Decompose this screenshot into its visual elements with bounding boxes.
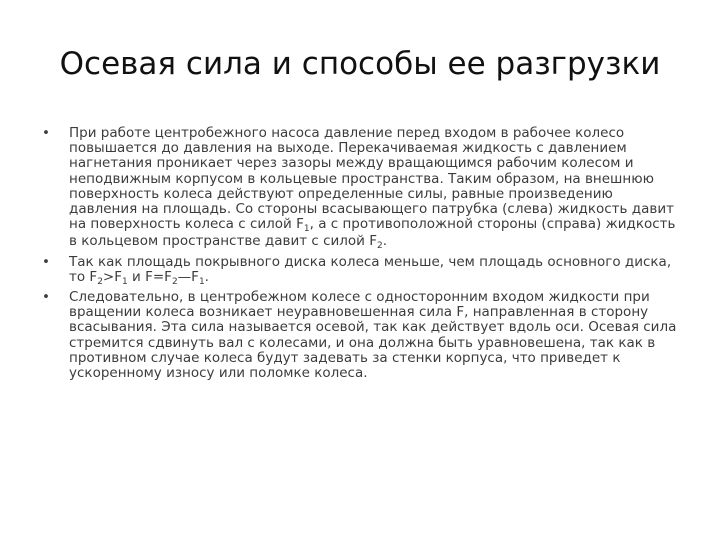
bullet-item-2 bbox=[42, 255, 682, 287]
bullet-1-text-c: . bbox=[382, 233, 388, 250]
bullet-1-sub-b: 2 bbox=[377, 241, 383, 252]
bullet-marker: • bbox=[42, 289, 50, 306]
bullet-1-text-b: , а с противоположной стороны (справа) жидкость в кольцевом пространстве давит с силой F bbox=[69, 216, 676, 250]
slide-title: Осевая сила и способы ее разгрузки bbox=[59, 46, 661, 82]
bullet-2-text-c: и F=F bbox=[127, 268, 172, 285]
bullet-2-sub-b: 1 bbox=[122, 276, 128, 287]
bullet-3-text-a: Следовательно, в центробежном колесе с односторонним входом жидкости при вращении колеса возникает неуравновешенная сила F, направленная в сторону всасывания. Эта сила называется осевой, так как действует вдоль оси. Осевая сила стремится сдвинуть вал с колесами, и она должна быть уравновешена, так как в противном случае колеса будут задевать за стенки корпуса, что приведет к ускоренному износу или поломке колеса. bbox=[69, 289, 677, 382]
bullet-2-text-b: >F bbox=[102, 268, 122, 285]
bullet-1-text-a: При работе центробежного насоса давление перед входом в рабочее колесо повышается до давления на выходе. Перекачиваемая жидкость с давлением нагнетания проникает через зазоры между вращающимся рабочим колесом и неподвижным корпусом в кольцевые пространства. Таким образом, на внешнюю поверхность колеса действуют определенные силы, равные произведению давления на площадь. Со стороны всасывающего патрубка (слева) жидкость давит на поверхность колеса с силой F bbox=[69, 125, 674, 233]
bullet-item-1 bbox=[42, 126, 682, 252]
bullet-item-3 bbox=[42, 290, 682, 381]
bullet-2-sub-d: 1 bbox=[198, 276, 205, 287]
bullet-1-sub-a: 1 bbox=[303, 224, 310, 235]
bullet-2-sub-c: 2 bbox=[171, 276, 178, 287]
bullet-list bbox=[42, 126, 682, 384]
bullet-2-text-e: . bbox=[204, 268, 209, 285]
bullet-marker: • bbox=[42, 253, 50, 270]
bullet-2-text-a: Так как площадь покрывного диска колеса меньше, чем площадь основного диска, то F bbox=[69, 253, 672, 285]
bullet-marker: • bbox=[42, 125, 50, 141]
bullet-2-text-d: —F bbox=[177, 268, 199, 285]
bullet-2-sub-a: 2 bbox=[97, 276, 103, 287]
